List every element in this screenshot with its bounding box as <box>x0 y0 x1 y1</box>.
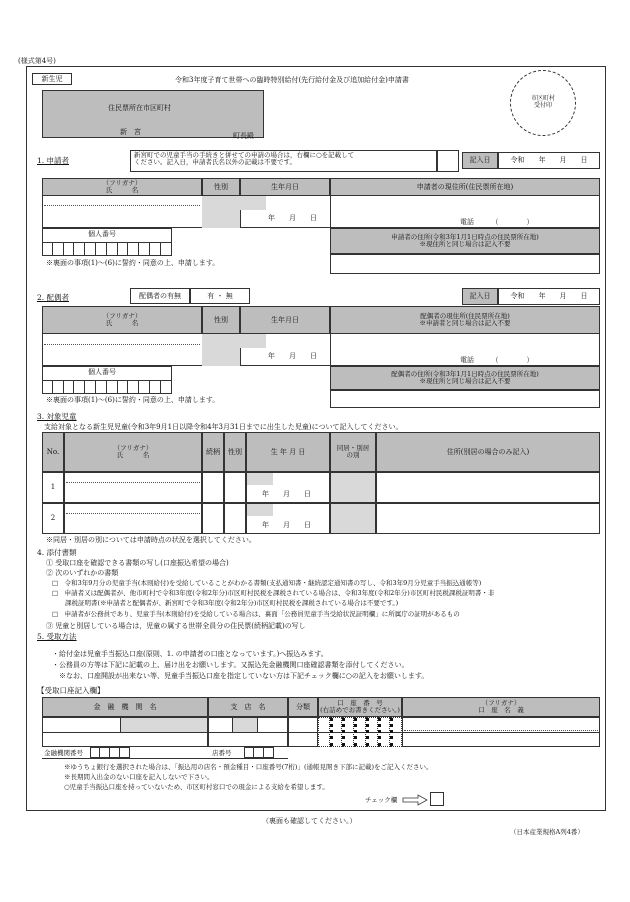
s3-row-2-furigana-line <box>66 513 200 514</box>
newborn-badge: 新生児 <box>32 73 72 85</box>
s1-date-label: 記入日 <box>462 152 498 169</box>
section-1-check-box[interactable] <box>437 150 459 172</box>
s3-col-birth: 生 年 月 日 <box>246 432 330 472</box>
s4-line: ③ 児童と別居している場合は，児童の属する世帯全員分の住民票(続柄記載)の写し <box>46 622 306 630</box>
s1-gender-header: 性別 <box>202 178 240 196</box>
s2-mynumber-label: 個人番号 <box>88 368 116 376</box>
s4-line: ② 次のいずれかの書類 <box>46 569 119 577</box>
s1-furigana: （フリガナ） <box>102 178 142 187</box>
addressee-suffix: 町長殿 <box>233 132 254 140</box>
cash-check-box[interactable] <box>430 792 444 806</box>
account-note: ※長期間入出金のない口座を記入しないで下さい。 <box>64 773 214 781</box>
s1-birth-header: 生年月日 <box>240 178 330 196</box>
s2-date-label: 記入日 <box>462 288 498 305</box>
s3-row-1-address[interactable] <box>376 472 600 503</box>
s3-row-1-furigana-line <box>66 482 200 483</box>
form-number: (様式第4号) <box>18 57 56 65</box>
s2-furigana: （フリガナ） <box>102 311 142 320</box>
account-type-input[interactable] <box>288 717 318 747</box>
s1-divider <box>330 196 331 228</box>
addressee-line1: 住民票所在市区町村 <box>108 104 171 112</box>
account-bottom-line <box>42 758 288 759</box>
s3-row-1-relation[interactable] <box>202 472 224 503</box>
s3-row-2-relation[interactable] <box>202 503 224 534</box>
section-1-note: 新宮町での児童手当の手続きと併せての申請の場合は，右欄に○を記載して ください。記入日，申請者氏名以外の記載は不要です。 <box>130 150 437 172</box>
account-branch-code-label: 店番号 <box>212 749 232 757</box>
account-bank-shade <box>120 717 208 733</box>
addressee-city: 新 宮 <box>120 128 141 136</box>
s3-col-name <box>64 432 202 472</box>
account-branch-code-cells[interactable] <box>244 747 274 758</box>
account-furigana-line <box>404 730 598 731</box>
s2-has-spouse-value[interactable]: 有 ・ 無 <box>190 288 250 304</box>
addressee-box <box>42 90 264 138</box>
s3-row-2-gender[interactable] <box>224 503 246 534</box>
s2-date-value[interactable]: 令和 年 月 日 <box>498 288 600 305</box>
s2-phone: 電話 （ ） <box>460 356 534 364</box>
s1-date-value[interactable]: 令和 年 月 日 <box>498 152 600 169</box>
s3-row-2-ymd: 年 月 日 <box>262 521 311 529</box>
s2-furigana-line <box>44 344 200 345</box>
s5-line: ・給付金は児童手当振込口座(原則、1. の申請者の口座となっています。)へ振込みます。 <box>52 650 328 658</box>
s2-address-header <box>330 306 600 334</box>
account-number-header <box>318 697 402 717</box>
s2-era-cell <box>240 334 266 348</box>
arrow-right-icon <box>402 794 428 806</box>
s3-intro: 支給対象となる新生児児童(令和3年9月1日以降令和4年3月31日までに出生した児童)について記入してください。 <box>44 423 403 431</box>
footer-standard: （日本産業規格A列4番） <box>510 828 584 836</box>
section-2-heading: 2. 配偶者 <box>37 293 70 302</box>
s3-row-2-no: 2 <box>42 503 64 534</box>
s2-ymd: 年 月 日 <box>268 352 317 360</box>
section-5-heading: 5. 受取方法 <box>37 632 77 641</box>
section-3-heading: 3. 対象児童 <box>37 412 77 421</box>
s1-furigana-line <box>44 205 200 206</box>
s4-line: □ 申請者が公務員であり、児童手当(本則給付)を受給している場合は、裏面「公務員児童手当受給状況証明欄」に所属庁の証明があるもの <box>52 610 460 618</box>
s3-col-name-label: 氏 名 <box>116 451 150 459</box>
s2-jan-address-header <box>330 366 600 390</box>
account-furigana: （フリガナ） <box>481 698 521 707</box>
account-type-header: 分類 <box>288 697 318 717</box>
account-number-label: 口 座 番 号 <box>337 698 383 707</box>
s3-row-1-name[interactable] <box>64 472 202 503</box>
account-holder-header <box>402 697 600 717</box>
s1-mynumber-label: 個人番号 <box>88 230 116 238</box>
s3-row-1-no: 1 <box>42 472 64 503</box>
s4-line: □ 申請者又は配偶者が、他市町村で令和3年度(令和2年分)市区町村民税を課税されている場合は、令和3年度(令和2年分)市区町村民税課税証明書・非 <box>52 589 495 597</box>
account-note: ○児童手当振込口座を持っていないため、市区町村窓口での現金による支給を希望します。 <box>64 783 329 791</box>
section-4-heading: 4. 添付書類 <box>37 548 77 557</box>
s2-address-note: ※申請者と同じ場合は記入不要 <box>419 319 511 327</box>
account-branch-header: 支 店 名 <box>208 697 288 717</box>
account-number-cells[interactable] <box>318 717 402 747</box>
s1-phone: 電話 （ ） <box>460 218 534 226</box>
s4-line: ① 受取口座を確認できる書類の写し(口座振込希望の場合) <box>46 559 229 567</box>
section-1-heading: 1. 申請者 <box>37 156 70 165</box>
s2-gender-cell[interactable] <box>202 334 240 366</box>
reception-stamp: 市区町村 受付印 <box>510 70 576 136</box>
s2-jan-address-input[interactable] <box>330 390 600 408</box>
account-number-note: (右詰めでお書きください。) <box>320 706 400 714</box>
s2-name: 氏 名 <box>105 319 139 327</box>
s1-jan-address-header <box>330 228 600 254</box>
s3-row-2-name[interactable] <box>64 503 202 534</box>
s1-mynumber-cells[interactable] <box>42 242 172 256</box>
s5-line: ・公務員の方等は下記に記載の上、届け出をお願いします。又振込先金融機関口座確認書類を添付してください。 <box>52 661 409 669</box>
s3-col-furigana: （フリガナ） <box>113 443 153 452</box>
account-holder: 口 座 名 義 <box>478 706 524 714</box>
s5-line: ※なお、口座開設が出来ない等、児童手当振込口座を指定していない方は下記チェック欄に○の記入をお願いします。 <box>52 672 429 680</box>
s1-address-header: 申請者の現住所(住民票所在地) <box>330 178 600 196</box>
page-title: 令和3年度子育て世帯への臨時特別給付(先行給付金及び追加給付金)申請書 <box>175 76 409 84</box>
s1-jan-address-input[interactable] <box>330 254 600 274</box>
s3-col-cohab: 同居・別居 の別 <box>330 432 376 472</box>
account-note: ※ゆうちょ銀行を選択された場合は、「振込用の店名・預金種目・口座番号(7桁)」(通帳見開き下部に記載)をご記入ください。 <box>64 763 433 771</box>
account-heading: 【受取口座記入欄】 <box>37 686 105 695</box>
s3-col-gender: 性別 <box>224 432 246 472</box>
s1-gender-cell[interactable] <box>202 196 240 228</box>
s2-has-spouse-label: 配偶者の有無 <box>130 288 190 304</box>
s2-jan-address: 配偶者の住所(令和3年1月1日時点の住民票所在地) <box>391 369 539 378</box>
s2-gender-header: 性別 <box>202 306 240 334</box>
s3-row-1-cohab[interactable] <box>330 472 376 503</box>
s2-birth-header: 生年月日 <box>240 306 330 334</box>
s1-era-cell <box>240 196 266 210</box>
s4-line: 課税証明書(※申請者と配偶者が、新宮町で令和3年度(令和2年分)市区町村民税を課税されている場合は不要です。) <box>52 599 399 607</box>
s3-row-2-era <box>247 504 273 516</box>
s2-name-header <box>42 306 202 334</box>
s1-jan-address-note: ※現住所と同じ場合は記入不要 <box>419 240 511 248</box>
account-bank-code-cells[interactable] <box>90 747 130 758</box>
account-bank-code-label: 金融機関番号 <box>44 749 83 757</box>
s3-note: ※同居・別居の別については申請時点の状況を選択してください。 <box>46 536 256 544</box>
s3-col-no: No. <box>42 432 64 472</box>
account-bank-header: 金 融 機 関 名 <box>42 697 208 717</box>
s2-mynumber-cells[interactable] <box>42 380 172 394</box>
s1-ymd: 年 月 日 <box>268 214 317 222</box>
s2-address: 配偶者の現住所(住民票所在地) <box>420 311 510 320</box>
s1-pledge: ※裏面の事項(1)〜(6)に誓約・同意の上、申請します。 <box>46 259 220 267</box>
s3-row-1-gender[interactable] <box>224 472 246 503</box>
s3-row-1-ymd: 年 月 日 <box>262 490 311 498</box>
s3-col-address: 住所(別居の場合のみ記入) <box>376 432 600 472</box>
account-branch-shade <box>232 717 258 733</box>
s3-row-2-cohab[interactable] <box>330 503 376 534</box>
account-holder-input[interactable] <box>402 717 600 747</box>
s3-row-1-era <box>247 473 273 485</box>
s3-row-2-address[interactable] <box>376 503 600 534</box>
s4-line: □ 令和3年9月分の児童手当(本則給付)を受給していることがわかる書類(支払通知書・継続認定通知書の写し、令和3年9月分児童手当振込通帳等) <box>52 579 482 587</box>
s2-pledge: ※裏面の事項(1)〜(6)に誓約・同意の上、申請します。 <box>46 396 220 404</box>
s2-divider <box>330 334 331 366</box>
footer-note: （裏面も確認してください。） <box>262 817 357 825</box>
s3-col-relation: 続柄 <box>202 432 224 472</box>
s1-name: 氏 名 <box>105 186 139 194</box>
s2-jan-address-note: ※現住所と同じ場合は記入不要 <box>419 377 511 385</box>
s1-jan-address: 申請者の住所(令和3年1月1日時点の住民票所在地) <box>391 232 539 241</box>
s1-name-header <box>42 178 202 196</box>
check-label: チェック欄 <box>365 796 398 804</box>
